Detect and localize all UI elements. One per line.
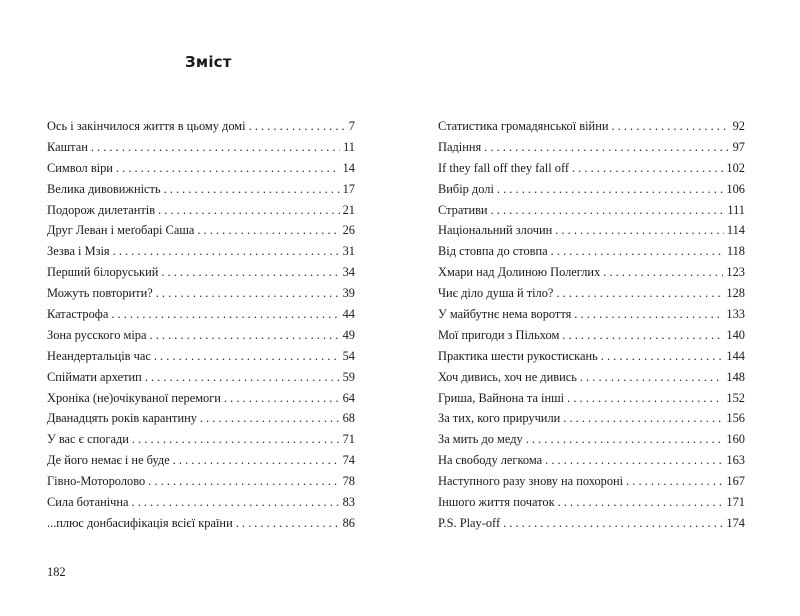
toc-entry-title: Велика дивовижність: [47, 181, 161, 196]
toc-entry-page: 92: [732, 119, 745, 133]
toc-entry-title: Стративи: [438, 202, 488, 217]
toc-entry[interactable]: [47, 262, 355, 283]
toc-entry[interactable]: [47, 200, 355, 221]
toc-entry-page: 114: [726, 223, 745, 238]
toc-entry-page: 160: [726, 432, 745, 447]
toc-entry-title: Національний злочин: [438, 223, 553, 238]
dot-leader: [91, 137, 340, 158]
toc-entry-page: 17: [342, 181, 355, 196]
toc-entry-page: 152: [726, 390, 745, 405]
toc-entry-title: Дванадцять років карантину: [47, 411, 197, 426]
toc-entry-page: 97: [732, 139, 745, 154]
toc-entry-page: 148: [726, 369, 745, 384]
dot-leader: [572, 158, 723, 179]
toc-entry-title: Хоч дивись, хоч не дивись: [438, 369, 577, 384]
toc-entry-title: Сила ботанічна: [47, 495, 129, 510]
toc-entry-page: 86: [342, 515, 355, 530]
toc-entry-page: 14: [342, 160, 355, 175]
toc-entry-page: 64: [342, 390, 355, 405]
dot-leader: [200, 408, 340, 429]
toc-entry[interactable]: [438, 158, 745, 179]
toc-entry-title: На свободу легкома: [438, 453, 543, 468]
toc-entry[interactable]: [438, 325, 745, 346]
toc-entry-title: Наступного разу знову на похороні: [438, 474, 624, 489]
dot-leader: [158, 200, 340, 221]
dot-leader: [132, 492, 340, 513]
toc-entry[interactable]: [438, 283, 745, 304]
toc-entry-page: 171: [726, 495, 745, 510]
toc-entry-page: 174: [726, 515, 745, 530]
dot-leader: [562, 325, 723, 346]
toc-entry[interactable]: [47, 408, 355, 429]
toc-entry[interactable]: [438, 262, 745, 283]
toc-entry[interactable]: [438, 388, 745, 409]
toc-entry-title: Чиє діло душа й тіло?: [438, 286, 554, 301]
toc-entry[interactable]: [438, 137, 745, 158]
toc-entry-page: 44: [342, 307, 355, 322]
dot-leader: [148, 471, 339, 492]
dot-leader: [132, 429, 340, 450]
toc-entry-page: 106: [726, 181, 745, 196]
toc-entry[interactable]: [47, 471, 355, 492]
toc-entry-title: Статистика громадянської війни: [438, 119, 609, 133]
toc-entry-page: 39: [342, 286, 355, 301]
dot-leader: [563, 408, 723, 429]
toc-entry[interactable]: [47, 325, 355, 346]
toc-entry-title: За мить до меду: [438, 432, 523, 447]
dot-leader: [558, 492, 724, 513]
dot-leader: [556, 283, 723, 304]
toc-entry[interactable]: [438, 408, 745, 429]
toc-entry[interactable]: [438, 429, 745, 450]
toc-entry[interactable]: [47, 346, 355, 367]
toc-entry-title: Хмари над Долиною Полеглих: [438, 265, 601, 280]
toc-entry-page: 74: [342, 453, 355, 468]
toc-entry[interactable]: [438, 492, 745, 513]
toc-entry-title: Вибір долі: [438, 181, 494, 196]
toc-entry-title: Гівно-Моторолово: [47, 474, 146, 489]
dot-leader: [249, 116, 346, 137]
toc-entry-title: Хроніка (не)очікуваної перемоги: [47, 390, 221, 405]
dot-leader: [154, 346, 340, 367]
toc-entry-page: 31: [342, 244, 355, 259]
toc-entry[interactable]: [438, 220, 745, 241]
toc-entry-title: If they fall off they fall off: [438, 160, 569, 175]
toc-entry-title: Можуть повторити?: [47, 286, 153, 301]
dot-leader: [603, 262, 723, 283]
dot-leader: [601, 346, 724, 367]
toc-entry-title: Спіймати архетип: [47, 369, 142, 384]
toc-entry[interactable]: [438, 200, 745, 221]
toc-entry-page: 7: [348, 119, 355, 133]
dot-leader: [555, 220, 724, 241]
toc-entry-page: 133: [726, 307, 745, 322]
toc-entry-page: 11: [343, 139, 355, 154]
toc-entry[interactable]: [438, 179, 745, 200]
toc-entry-page: 26: [342, 223, 355, 238]
dot-leader: [526, 429, 724, 450]
toc-entry[interactable]: [47, 241, 355, 262]
toc-entry-title: У майбутнє нема вороття: [438, 307, 572, 322]
toc-entry-title: Символ віри: [47, 160, 113, 175]
toc-entry-title: За тих, кого приручили: [438, 411, 561, 426]
toc-entry-page: 54: [342, 348, 355, 363]
toc-entry-title: Гриша, Вайнона та інші: [438, 390, 565, 405]
toc-entry[interactable]: [47, 304, 355, 325]
dot-leader: [145, 367, 340, 388]
toc-entry-title: ...плюс донбасифікація всієї країни: [47, 515, 233, 530]
toc-entry-page: 83: [342, 495, 355, 510]
toc-entry[interactable]: [438, 304, 745, 325]
toc-left-column: [47, 116, 355, 534]
dot-leader: [545, 450, 723, 471]
toc-entry-title: Від стовпа до стовпа: [438, 244, 548, 259]
dot-leader: [113, 241, 340, 262]
page-number: 182: [47, 565, 66, 579]
toc-entry[interactable]: [47, 492, 355, 513]
toc-entry-page: 21: [342, 202, 355, 217]
dot-leader: [626, 471, 723, 492]
toc-entry-page: 118: [726, 244, 745, 259]
toc-entry-title: Друг Леван і меґобарі Саша: [47, 223, 195, 238]
dot-leader: [150, 325, 340, 346]
toc-entry-title: Зона русского міра: [47, 327, 147, 342]
toc-entry[interactable]: [438, 471, 745, 492]
toc-entry-page: 163: [726, 453, 745, 468]
toc-entry[interactable]: [438, 367, 745, 388]
dot-leader: [236, 513, 340, 534]
dot-leader: [567, 388, 723, 409]
toc-entry-title: Подорож дилетантів: [47, 202, 156, 217]
dot-leader: [551, 241, 724, 262]
toc-entry[interactable]: [47, 220, 355, 241]
toc-entry-title: P.S. Play-off: [438, 515, 501, 530]
dot-leader: [156, 283, 340, 304]
toc-entry-title: Мої пригоди з Пільхом: [438, 327, 560, 342]
toc-entry-page: 156: [726, 411, 745, 426]
toc-entry-page: 167: [726, 474, 745, 489]
toc-entry-page: 78: [342, 474, 355, 489]
toc-entry-title: У вас є спогади: [47, 432, 129, 447]
toc-entry-title: Практика шести рукостискань: [438, 348, 598, 363]
toc-entry[interactable]: [47, 367, 355, 388]
page-title: Зміст: [185, 53, 232, 71]
toc-entry[interactable]: [47, 158, 355, 179]
toc-entry-page: 128: [726, 286, 745, 301]
toc-entry-title: Перший білоруський: [47, 265, 159, 280]
toc-entry[interactable]: [438, 116, 745, 137]
toc-entry-page: 140: [726, 327, 745, 342]
toc-entry-title: Каштан: [47, 139, 88, 154]
dot-leader: [224, 388, 340, 409]
dot-leader: [197, 220, 339, 241]
toc-entry[interactable]: [438, 450, 745, 471]
toc-entry[interactable]: [47, 429, 355, 450]
toc-entry[interactable]: [47, 388, 355, 409]
dot-leader: [111, 304, 339, 325]
toc-entry-title: Неандертальців час: [47, 348, 151, 363]
toc-entry-page: 144: [726, 348, 745, 363]
toc-entry-page: 71: [342, 432, 355, 447]
toc-entry[interactable]: [438, 241, 745, 262]
dot-leader: [574, 304, 723, 325]
toc-entry[interactable]: [47, 450, 355, 471]
toc-entry-page: 111: [727, 202, 745, 217]
toc-entry-page: 49: [342, 327, 355, 342]
toc-entry[interactable]: [438, 346, 745, 367]
dot-leader: [503, 513, 723, 534]
toc-entry[interactable]: [47, 283, 355, 304]
toc-entry-page: 68: [342, 411, 355, 426]
toc-entry-page: 102: [726, 160, 745, 175]
toc-entry[interactable]: [438, 513, 745, 534]
toc-entry-title: Падіння: [438, 139, 482, 154]
toc-entry-page: 34: [342, 265, 355, 280]
toc-right-column: [438, 116, 745, 534]
dot-leader: [173, 450, 340, 471]
dot-leader: [484, 137, 729, 158]
dot-leader: [611, 116, 729, 137]
dot-leader: [161, 262, 339, 283]
toc-entry-title: Де його немає і не буде: [47, 453, 170, 468]
toc-entry[interactable]: [47, 116, 355, 137]
toc-entry-title: Зезва і Мзія: [47, 244, 110, 259]
dot-leader: [491, 200, 725, 221]
toc-entry[interactable]: [47, 513, 355, 534]
toc-entry[interactable]: [47, 179, 355, 200]
toc-entry-page: 59: [342, 369, 355, 384]
dot-leader: [116, 158, 340, 179]
dot-leader: [497, 179, 724, 200]
dot-leader: [164, 179, 340, 200]
toc-entry[interactable]: [47, 137, 355, 158]
toc-entry-title: Ось і закінчилося життя в цьому домі: [47, 119, 246, 133]
dot-leader: [580, 367, 724, 388]
toc-entry-page: 123: [726, 265, 745, 280]
toc-entry-title: Катастрофа: [47, 307, 109, 322]
toc-entry-title: Іншого життя початок: [438, 495, 555, 510]
